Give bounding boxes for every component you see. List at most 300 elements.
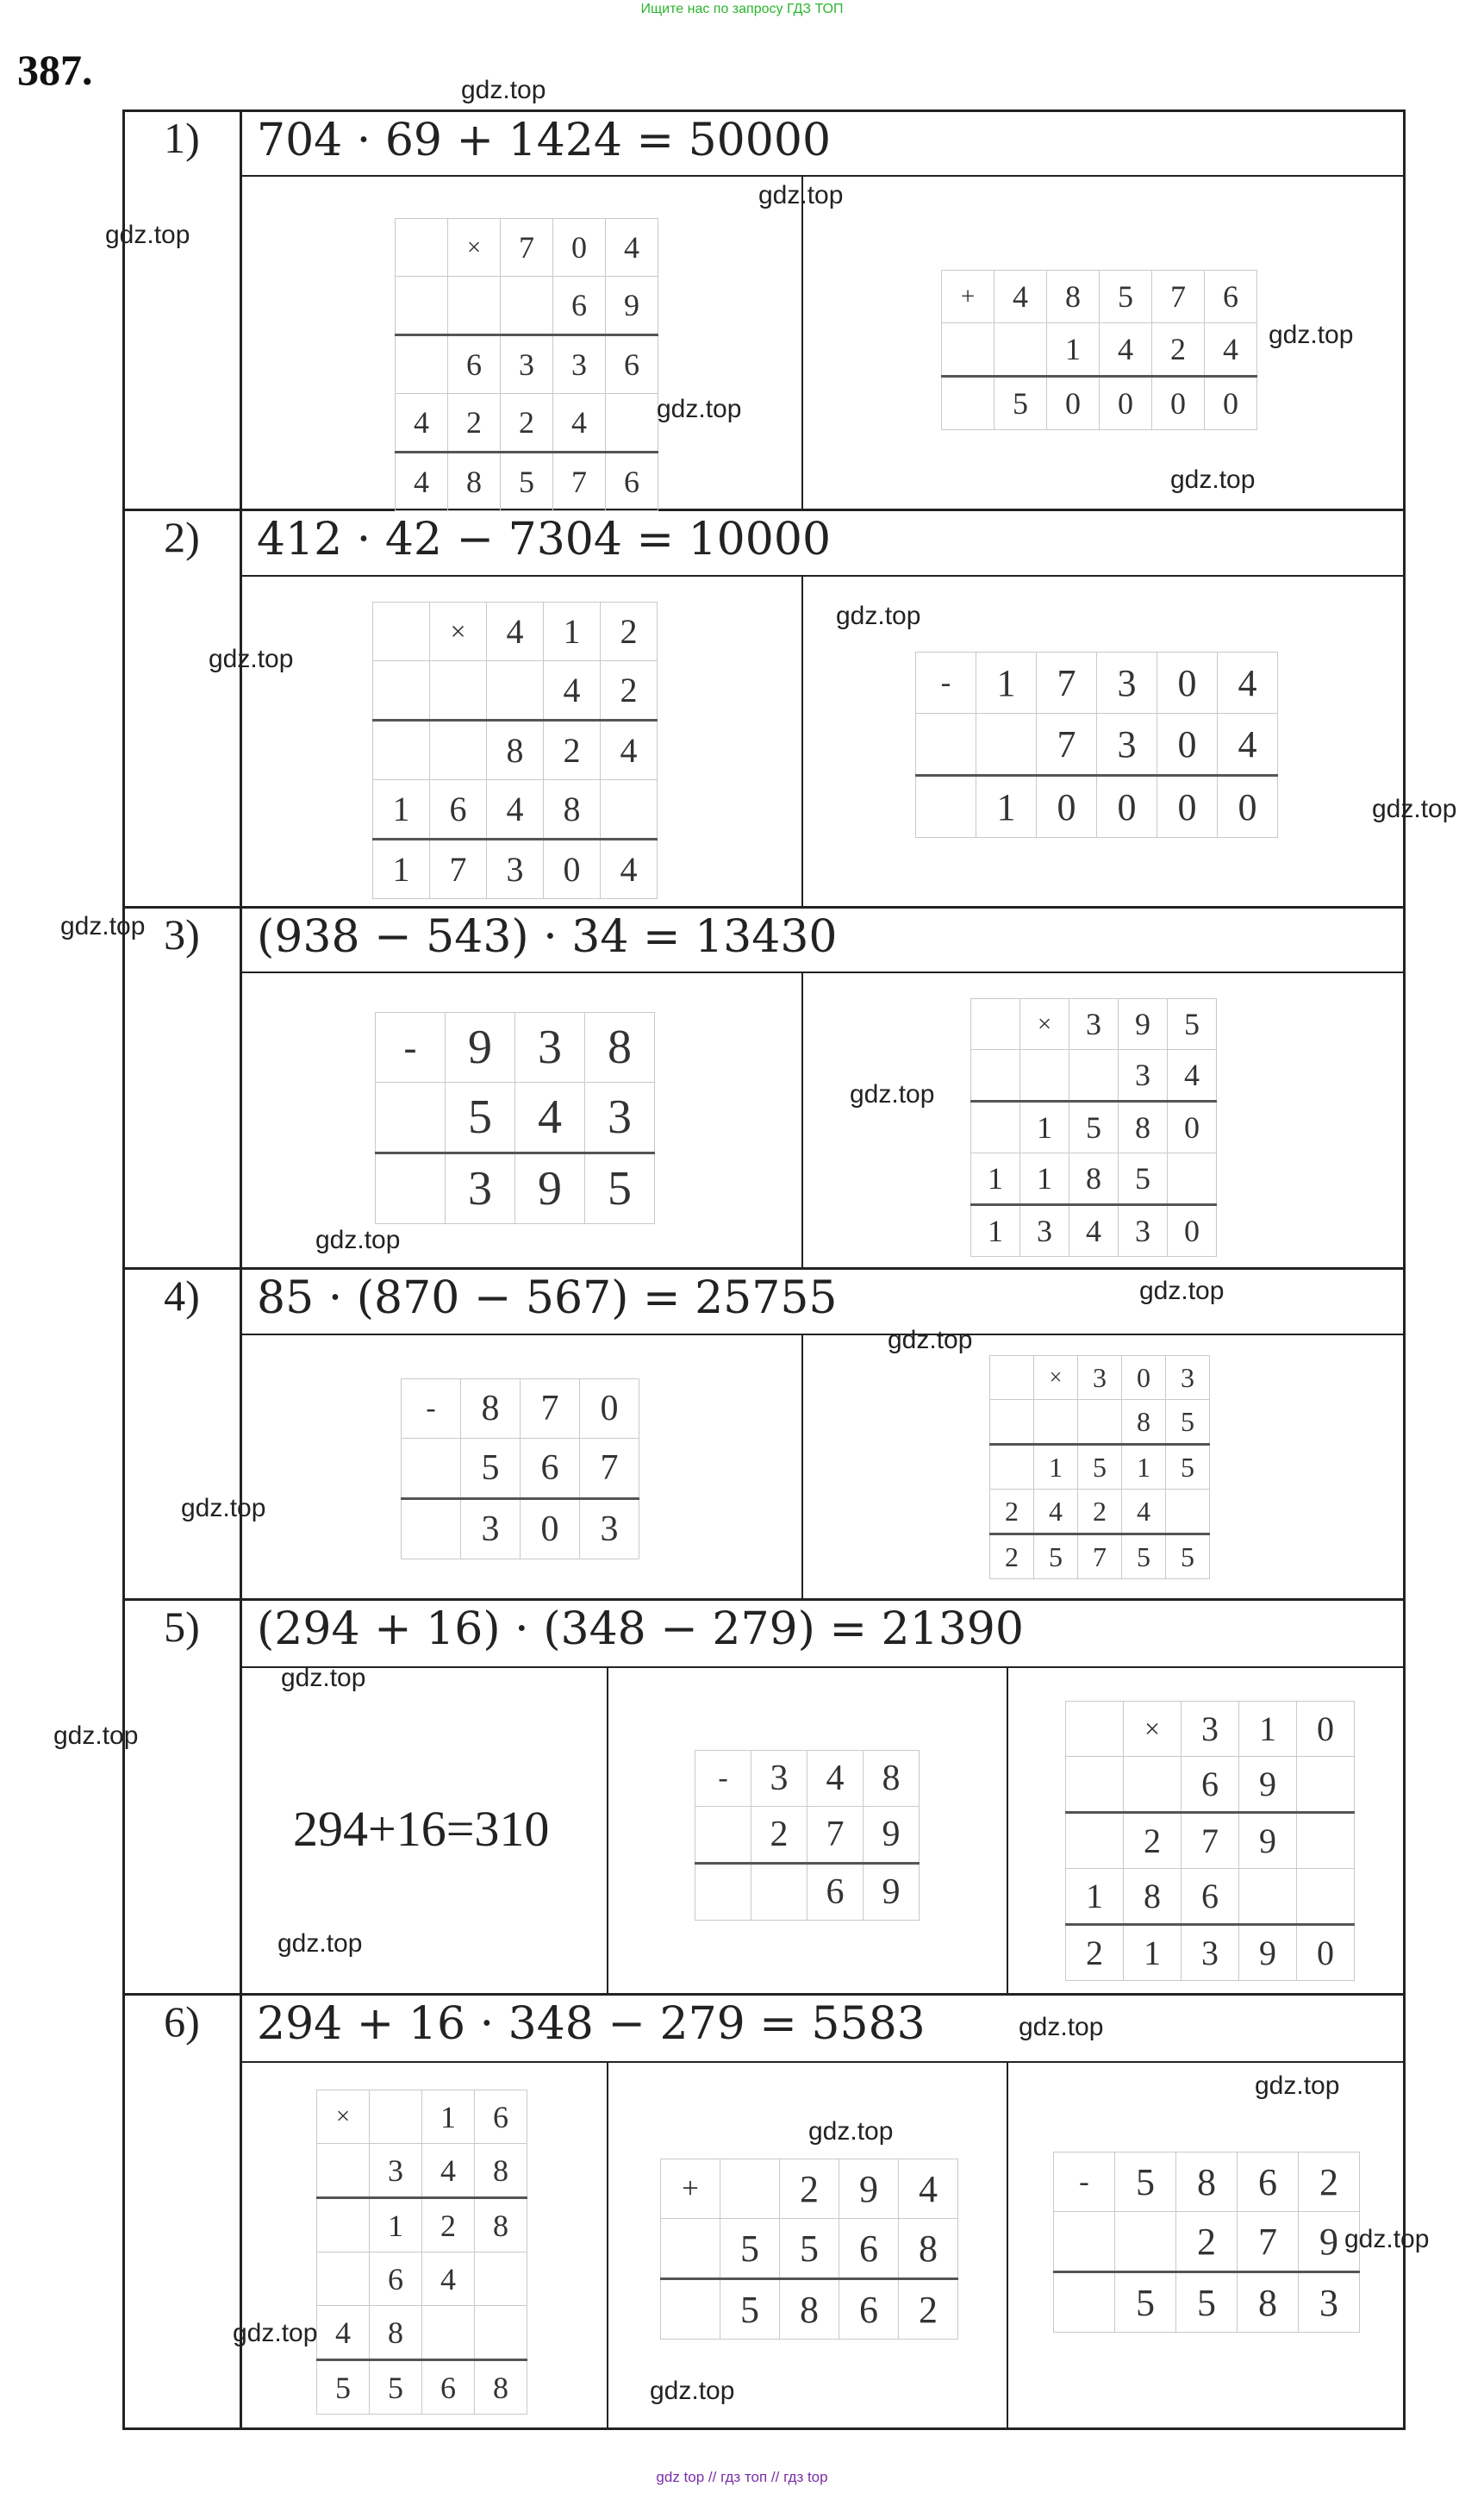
watermark: gdz.top [836, 602, 921, 630]
grid-row [695, 1807, 920, 1864]
footer-note: gdz top // гдз топ // гдз top [656, 2469, 828, 2485]
digit-cell [317, 2252, 370, 2306]
digit-cell: 3 [1078, 1356, 1122, 1400]
watermark: gdz.top [1344, 2225, 1430, 2253]
watermark: gdz.top [888, 1326, 973, 1354]
digit-cell [990, 1400, 1034, 1445]
watermark: gdz.top [657, 395, 742, 423]
digit-cell [601, 780, 658, 840]
calculation-grid [989, 1355, 1210, 1579]
digit-cell: 7 [521, 1379, 580, 1439]
digit-cell: 6 [1182, 1757, 1239, 1813]
digit-cell: 4 [487, 780, 544, 840]
digit-cell: + [942, 271, 995, 323]
digit-cell: 4 [544, 661, 601, 721]
digit-cell: 5 [317, 2360, 370, 2415]
digit-cell: 4 [422, 2252, 475, 2306]
digit-cell [430, 661, 487, 721]
digit-cell [1297, 1813, 1355, 1869]
grid-row [396, 219, 658, 277]
digit-cell: 0 [1297, 1925, 1355, 1981]
watermark: gdz.top [181, 1494, 266, 1522]
digit-cell: 5 [720, 2279, 780, 2340]
digit-cell: 7 [1152, 271, 1205, 323]
digit-cell: 3 [1166, 1356, 1210, 1400]
digit-cell [995, 323, 1047, 377]
watermark: gdz.top [808, 2117, 894, 2146]
digit-cell: 3 [1299, 2272, 1360, 2333]
digit-cell [971, 1050, 1020, 1102]
watermark: gdz.top [315, 1226, 401, 1254]
digit-cell: 2 [601, 603, 658, 661]
digit-cell: 0 [1100, 377, 1152, 430]
digit-cell: 3 [1119, 1205, 1168, 1257]
grid-row [1054, 2212, 1360, 2272]
digit-cell [396, 335, 448, 394]
digit-cell: 8 [899, 2219, 958, 2279]
grid-row [373, 603, 658, 661]
grid-row [1066, 1813, 1355, 1869]
digit-cell: 5 [446, 1083, 515, 1153]
digit-cell [373, 721, 430, 780]
grid-row [373, 661, 658, 721]
digit-cell: 1 [544, 603, 601, 661]
digit-cell: 1 [1047, 323, 1100, 377]
watermark: gdz.top [1019, 2013, 1104, 2041]
digit-cell [448, 277, 501, 335]
header-note: Ищите нас по запросу ГДЗ ТОП [640, 2, 844, 16]
grid-row [373, 840, 658, 899]
digit-cell: 2 [448, 394, 501, 453]
grid-row [317, 2198, 527, 2252]
digit-cell [396, 219, 448, 277]
digit-cell: 5 [501, 453, 553, 511]
grid-row [695, 1864, 920, 1921]
digit-cell [661, 2279, 720, 2340]
equation-bottom-line [240, 972, 1403, 973]
digit-cell [1020, 1050, 1069, 1102]
digit-cell: 5 [461, 1439, 521, 1499]
digit-cell: 0 [1168, 1102, 1217, 1153]
grid-row [916, 776, 1278, 838]
digit-cell: 3 [553, 335, 606, 394]
digit-cell [990, 1356, 1034, 1400]
digit-cell: 7 [1037, 653, 1097, 714]
digit-cell: 4 [1069, 1205, 1119, 1257]
digit-cell: 9 [515, 1153, 585, 1224]
grid-row [971, 1205, 1217, 1257]
digit-cell: 2 [1078, 1490, 1122, 1534]
cell-divider-line [1007, 1666, 1008, 1993]
digit-cell [376, 1083, 446, 1153]
digit-cell [661, 2219, 720, 2279]
digit-cell [430, 721, 487, 780]
digit-cell: 1 [1122, 1445, 1166, 1490]
digit-cell [373, 603, 430, 661]
row-top-line [122, 109, 1406, 112]
digit-cell: 7 [1037, 714, 1097, 776]
equation-bottom-line [240, 1666, 1403, 1668]
digit-cell: 4 [807, 1751, 864, 1807]
row-top-line [122, 1993, 1406, 1996]
digit-cell: 8 [1238, 2272, 1299, 2333]
digit-cell: 7 [1238, 2212, 1299, 2272]
digit-cell [402, 1439, 461, 1499]
calculation-grid [660, 2159, 958, 2340]
digit-cell: 5 [1119, 1153, 1168, 1205]
digit-cell [1066, 1813, 1124, 1869]
digit-cell: 4 [317, 2306, 370, 2360]
calculation-grid [915, 652, 1278, 838]
digit-cell [990, 1445, 1034, 1490]
digit-cell: 8 [448, 453, 501, 511]
digit-cell: 4 [995, 271, 1047, 323]
grid-row [396, 453, 658, 511]
grid-row [990, 1490, 1210, 1534]
equation: (938 − 543) · 34 = 13430 [257, 911, 838, 963]
digit-cell: 0 [1157, 776, 1218, 838]
digit-cell: 8 [1069, 1153, 1119, 1205]
digit-cell: 4 [396, 394, 448, 453]
watermark: gdz.top [650, 2377, 735, 2405]
digit-cell: 0 [1047, 377, 1100, 430]
item-label: 1) [164, 114, 200, 162]
digit-cell: 2 [601, 661, 658, 721]
grid-row [317, 2144, 527, 2198]
row-top-line [122, 1598, 1406, 1601]
digit-cell: 3 [461, 1499, 521, 1559]
digit-cell: - [916, 653, 976, 714]
digit-cell: 5 [1115, 2152, 1176, 2212]
grid-row [317, 2252, 527, 2306]
digit-cell: 2 [1152, 323, 1205, 377]
digit-cell: × [448, 219, 501, 277]
digit-cell: 1 [971, 1205, 1020, 1257]
equation: (294 + 16) · (348 − 279) = 21390 [257, 1603, 1024, 1655]
watermark: gdz.top [1255, 2071, 1340, 2100]
digit-cell: × [1020, 999, 1069, 1050]
grid-row [376, 1153, 655, 1224]
digit-cell: 5 [585, 1153, 655, 1224]
grid-row [942, 377, 1257, 430]
digit-cell: 0 [1097, 776, 1157, 838]
grid-row [1054, 2272, 1360, 2333]
digit-cell: 1 [1066, 1869, 1124, 1925]
digit-cell [1166, 1490, 1210, 1534]
digit-cell: 0 [544, 840, 601, 899]
digit-cell: 6 [422, 2360, 475, 2415]
cell-divider-line [801, 175, 803, 509]
digit-cell: 2 [990, 1490, 1034, 1534]
grid-row [942, 271, 1257, 323]
watermark: gdz.top [105, 221, 190, 249]
digit-cell [317, 2198, 370, 2252]
digit-cell: 1 [422, 2090, 475, 2144]
calculation-grid [941, 270, 1257, 430]
grid-row [396, 335, 658, 394]
digit-cell: 5 [1176, 2272, 1238, 2333]
watermark: gdz.top [233, 2319, 318, 2347]
grid-row [376, 1013, 655, 1083]
digit-cell: 3 [1182, 1702, 1239, 1757]
digit-cell [695, 1807, 751, 1864]
grid-row [971, 1050, 1217, 1102]
equation: 704 · 69 + 1424 = 50000 [257, 115, 832, 166]
digit-cell: 8 [1122, 1400, 1166, 1445]
grid-row [373, 721, 658, 780]
digit-cell: 8 [1047, 271, 1100, 323]
calculation-grid [395, 218, 658, 511]
grid-row [317, 2090, 527, 2144]
digit-cell: 7 [501, 219, 553, 277]
digit-cell: 4 [1168, 1050, 1217, 1102]
grid-row [971, 1102, 1217, 1153]
digit-cell: 7 [1182, 1813, 1239, 1869]
digit-cell: 5 [1115, 2272, 1176, 2333]
digit-cell: 6 [430, 780, 487, 840]
digit-cell: 3 [1069, 999, 1119, 1050]
digit-cell [695, 1864, 751, 1921]
digit-cell: 4 [1034, 1490, 1078, 1534]
digit-cell: 4 [601, 721, 658, 780]
digit-cell: 3 [585, 1083, 655, 1153]
watermark: gdz.top [1139, 1277, 1225, 1305]
digit-cell: 6 [475, 2090, 527, 2144]
digit-cell: 3 [1182, 1925, 1239, 1981]
digit-cell: 2 [780, 2159, 839, 2219]
row-top-line [122, 906, 1406, 909]
problem-number: 387. [17, 46, 93, 94]
calculation-grid [372, 602, 658, 899]
digit-cell: 3 [446, 1153, 515, 1224]
digit-cell: 4 [422, 2144, 475, 2198]
digit-cell: 7 [1078, 1534, 1122, 1579]
item-label: 2) [164, 513, 200, 561]
digit-cell [475, 2306, 527, 2360]
digit-cell: 1 [976, 653, 1037, 714]
calculation-grid [970, 998, 1217, 1257]
equation: 85 · (870 − 567) = 25755 [257, 1272, 838, 1324]
digit-cell [942, 377, 995, 430]
digit-cell: 3 [1097, 714, 1157, 776]
grid-row [1066, 1757, 1355, 1813]
grid-row [971, 1153, 1217, 1205]
digit-cell: 5 [1034, 1534, 1078, 1579]
digit-cell: 0 [553, 219, 606, 277]
watermark: gdz.top [850, 1080, 935, 1109]
digit-cell: 9 [446, 1013, 515, 1083]
digit-cell: 2 [422, 2198, 475, 2252]
digit-cell: 6 [839, 2219, 899, 2279]
grid-row [402, 1379, 639, 1439]
digit-cell [976, 714, 1037, 776]
grid-row [695, 1751, 920, 1807]
digit-cell: - [695, 1751, 751, 1807]
item-label: 4) [164, 1271, 200, 1320]
grid-row [661, 2219, 958, 2279]
digit-cell: 9 [1239, 1757, 1297, 1813]
grid-row [402, 1439, 639, 1499]
digit-cell: - [1054, 2152, 1115, 2212]
watermark: gdz.top [281, 1664, 366, 1692]
digit-cell: 1 [1020, 1153, 1069, 1205]
grid-row [990, 1400, 1210, 1445]
digit-cell: 0 [1205, 377, 1257, 430]
digit-cell: 4 [601, 840, 658, 899]
grid-row [990, 1356, 1210, 1400]
digit-cell: 8 [370, 2306, 422, 2360]
equation-bottom-line [240, 1334, 1403, 1335]
digit-cell: 4 [1205, 323, 1257, 377]
row-top-line [122, 1267, 1406, 1270]
cell-divider-line [607, 2061, 608, 2428]
digit-cell [317, 2144, 370, 2198]
digit-cell: 4 [899, 2159, 958, 2219]
frame-bottom-line [122, 2427, 1406, 2430]
grid-row [1066, 1925, 1355, 1981]
equation: 294 + 16 · 348 − 279 = 5583 [257, 1998, 926, 2050]
digit-cell: 3 [501, 335, 553, 394]
digit-cell: 3 [1119, 1050, 1168, 1102]
digit-cell: 6 [1182, 1869, 1239, 1925]
equation-bottom-line [240, 2061, 1403, 2063]
digit-cell: 5 [370, 2360, 422, 2415]
digit-cell: 0 [1122, 1356, 1166, 1400]
equation-bottom-line [240, 175, 1403, 177]
digit-cell: 4 [1218, 714, 1278, 776]
digit-cell [1297, 1869, 1355, 1925]
digit-cell: 5 [1122, 1534, 1166, 1579]
equation-bottom-line [240, 575, 1403, 577]
digit-cell [422, 2306, 475, 2360]
digit-cell: 4 [1122, 1490, 1166, 1534]
digit-cell: 7 [580, 1439, 639, 1499]
digit-cell [1168, 1153, 1217, 1205]
digit-cell: - [376, 1013, 446, 1083]
digit-cell: 4 [606, 219, 658, 277]
grid-row [402, 1499, 639, 1559]
digit-cell: 1 [1239, 1702, 1297, 1757]
cell-divider-line [801, 575, 803, 906]
cell-divider-line [1007, 2061, 1008, 2428]
row-top-line [122, 509, 1406, 511]
digit-cell: 3 [515, 1013, 585, 1083]
digit-cell: 6 [521, 1439, 580, 1499]
cell-divider-line [607, 1666, 608, 1993]
item-label: 5) [164, 1603, 200, 1651]
digit-cell: × [430, 603, 487, 661]
digit-cell: 6 [839, 2279, 899, 2340]
digit-cell: × [1124, 1702, 1182, 1757]
calculation-grid [1065, 1701, 1355, 1981]
digit-cell [916, 714, 976, 776]
equation: 412 · 42 − 7304 = 10000 [257, 514, 832, 565]
grid-row [916, 653, 1278, 714]
digit-cell: 1 [370, 2198, 422, 2252]
digit-cell [487, 661, 544, 721]
digit-cell: 9 [1299, 2212, 1360, 2272]
digit-cell: 3 [580, 1499, 639, 1559]
digit-cell: 9 [864, 1864, 920, 1921]
digit-cell: 0 [1168, 1205, 1217, 1257]
digit-cell: 3 [1020, 1205, 1069, 1257]
digit-cell: 9 [1239, 1813, 1297, 1869]
watermark: gdz.top [1269, 321, 1354, 349]
digit-cell: + [661, 2159, 720, 2219]
digit-cell: 1 [373, 840, 430, 899]
digit-cell: 4 [515, 1083, 585, 1153]
digit-cell [1069, 1050, 1119, 1102]
digit-cell: 2 [544, 721, 601, 780]
digit-cell: 2 [990, 1534, 1034, 1579]
digit-cell [1066, 1702, 1124, 1757]
grid-row [396, 394, 658, 453]
digit-cell: 8 [864, 1751, 920, 1807]
digit-cell: 8 [1124, 1869, 1182, 1925]
digit-cell: 1 [971, 1153, 1020, 1205]
digit-cell: 4 [553, 394, 606, 453]
digit-cell: 0 [1157, 714, 1218, 776]
digit-cell: 9 [606, 277, 658, 335]
digit-cell: 8 [475, 2198, 527, 2252]
watermark: gdz.top [1170, 465, 1256, 494]
digit-cell: 0 [580, 1379, 639, 1439]
watermark: gdz.top [60, 912, 146, 940]
grid-row [396, 277, 658, 335]
digit-cell: 7 [553, 453, 606, 511]
digit-cell: 0 [1152, 377, 1205, 430]
digit-cell [1054, 2272, 1115, 2333]
digit-cell [475, 2252, 527, 2306]
grid-row [1054, 2152, 1360, 2212]
digit-cell [370, 2090, 422, 2144]
digit-cell: 0 [521, 1499, 580, 1559]
item-label: 6) [164, 1997, 200, 2046]
digit-cell: 2 [501, 394, 553, 453]
digit-cell: 8 [461, 1379, 521, 1439]
digit-cell: 0 [1297, 1702, 1355, 1757]
digit-cell [1066, 1757, 1124, 1813]
digit-cell: 6 [606, 453, 658, 511]
digit-cell: × [317, 2090, 370, 2144]
grid-row [317, 2306, 527, 2360]
digit-cell: 4 [396, 453, 448, 511]
digit-cell [942, 323, 995, 377]
digit-cell: 2 [1124, 1813, 1182, 1869]
digit-cell: 5 [1168, 999, 1217, 1050]
digit-cell: 5 [1100, 271, 1152, 323]
digit-cell: 2 [1299, 2152, 1360, 2212]
grid-row [1066, 1702, 1355, 1757]
digit-cell: 2 [899, 2279, 958, 2340]
digit-cell: 1 [1034, 1445, 1078, 1490]
digit-cell: 2 [751, 1807, 807, 1864]
digit-cell [720, 2159, 780, 2219]
digit-cell [1078, 1400, 1122, 1445]
digit-cell: 8 [475, 2360, 527, 2415]
digit-cell: 1 [976, 776, 1037, 838]
digit-cell: 7 [807, 1807, 864, 1864]
digit-cell: 5 [1078, 1445, 1122, 1490]
digit-cell: × [1034, 1356, 1078, 1400]
digit-cell [373, 661, 430, 721]
digit-cell [376, 1153, 446, 1224]
watermark: gdz.top [758, 181, 844, 209]
digit-cell: 5 [995, 377, 1047, 430]
digit-cell: 1 [1124, 1925, 1182, 1981]
watermark: gdz.top [209, 645, 294, 673]
digit-cell [1115, 2212, 1176, 2272]
